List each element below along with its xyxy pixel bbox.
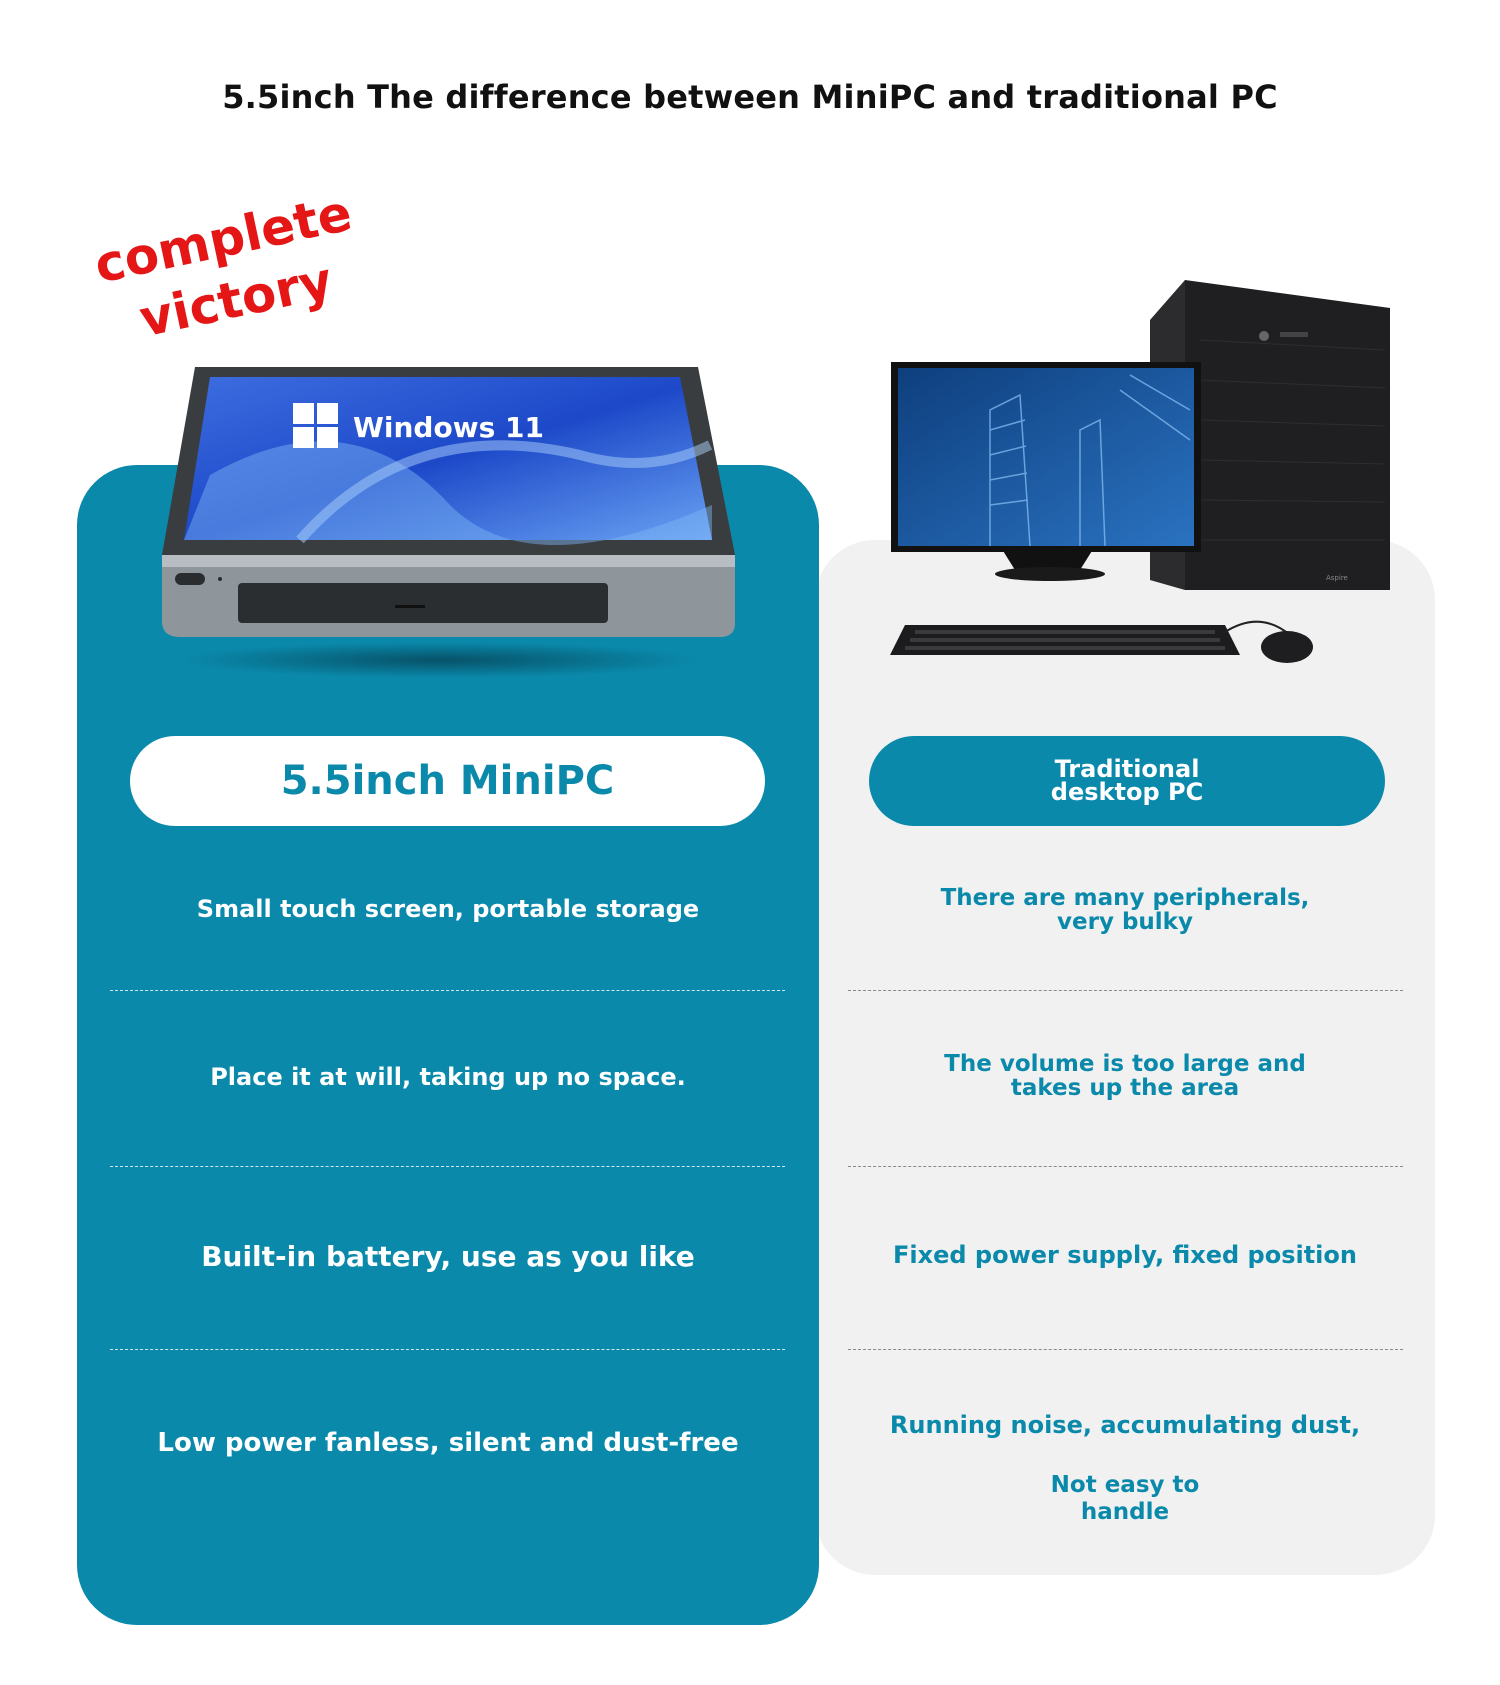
minipc-heading-pill (130, 736, 765, 826)
divider-left (110, 1166, 785, 1167)
minipc-feature-4: Low power fanless, silent and dust-free (157, 1428, 739, 1458)
desktop-feature-4: Running noise, accumulating dust, (889, 1411, 1361, 1439)
windows-brand: Windows 11 (353, 411, 544, 444)
minipc-feature-3: Built-in battery, use as you like (201, 1240, 695, 1273)
divider-left (110, 990, 785, 991)
desktop-heading: Traditional desktop PC (1050, 755, 1204, 806)
minipc-image (150, 355, 750, 685)
desktop-feature-5: Not easy to handle (1050, 1472, 1200, 1525)
minipc-feature-1: Small touch screen, portable storage (196, 895, 700, 923)
minipc-feature-2: Place it at will, taking up no space. (210, 1063, 686, 1091)
desktop-feature-2: The volume is too large and takes up the area (944, 1051, 1306, 1101)
desktop-heading-pill (869, 736, 1385, 826)
minipc-heading: 5.5inch MiniPC (280, 758, 615, 804)
divider-right (848, 990, 1403, 991)
aspire-brand: Aspire (1326, 574, 1348, 582)
divider-right (848, 1349, 1403, 1350)
page-title: 5.5inch The difference between MiniPC and traditional PC (222, 78, 1278, 116)
victory-badge: complete victory (89, 183, 357, 349)
divider-left (110, 1349, 785, 1350)
divider-right (848, 1166, 1403, 1167)
desktop-feature-3: Fixed power supply, fixed position (893, 1241, 1357, 1269)
desktop-image (880, 280, 1400, 700)
desktop-feature-1: There are many peripherals, very bulky (940, 885, 1310, 935)
